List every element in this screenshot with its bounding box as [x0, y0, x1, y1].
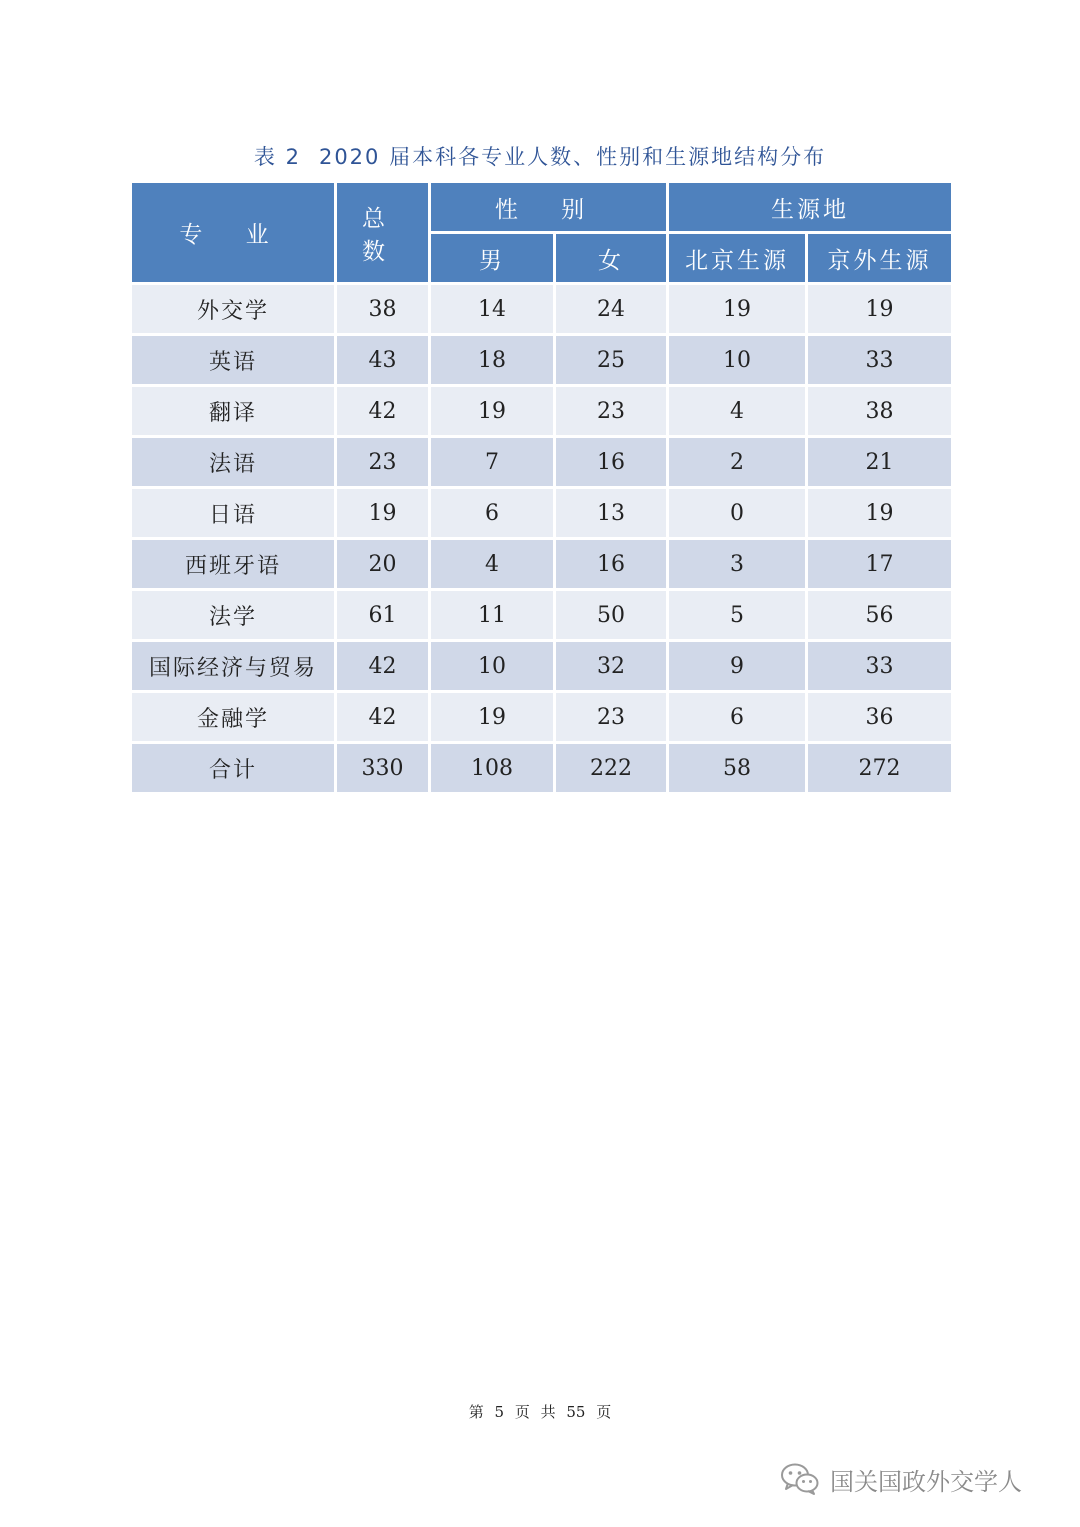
- cell-beijing: 10: [668, 335, 807, 386]
- cell-outside: 21: [807, 437, 953, 488]
- cell-total: 42: [336, 692, 430, 743]
- cell-major: 国际经济与贸易: [131, 641, 336, 692]
- cell-total: 38: [336, 284, 430, 335]
- cell-outside: 33: [807, 641, 953, 692]
- cell-major: 翻译: [131, 386, 336, 437]
- cell-male: 6: [430, 488, 555, 539]
- table-row: [131, 590, 953, 641]
- cell-major: 英语: [131, 335, 336, 386]
- cell-outside: 33: [807, 335, 953, 386]
- table-row-total: [131, 743, 953, 794]
- cell-outside: 56: [807, 590, 953, 641]
- header-gender: 性 别: [430, 182, 668, 233]
- table-number: 表 2: [253, 145, 301, 169]
- cell-major: 日语: [131, 488, 336, 539]
- cell-major: 金融学: [131, 692, 336, 743]
- cell-major: 法学: [131, 590, 336, 641]
- table-row: [131, 386, 953, 437]
- cell-beijing: 5: [668, 590, 807, 641]
- cell-major: 西班牙语: [131, 539, 336, 590]
- cell-male: 7: [430, 437, 555, 488]
- cell-total: 43: [336, 335, 430, 386]
- cell-female: 16: [555, 437, 668, 488]
- cell-beijing: 2: [668, 437, 807, 488]
- cell-beijing: 6: [668, 692, 807, 743]
- cell-outside: 17: [807, 539, 953, 590]
- header-female: 女: [555, 233, 668, 284]
- table-row: [131, 437, 953, 488]
- cell-major: 法语: [131, 437, 336, 488]
- cell-male: 11: [430, 590, 555, 641]
- cell-total: 42: [336, 386, 430, 437]
- cell-total: 20: [336, 539, 430, 590]
- cell-outside: 19: [807, 488, 953, 539]
- cell-female: 50: [555, 590, 668, 641]
- cell-total: 19: [336, 488, 430, 539]
- cell-outside: 38: [807, 386, 953, 437]
- cell-male: 19: [430, 692, 555, 743]
- cell-total: 23: [336, 437, 430, 488]
- cell-female: 23: [555, 692, 668, 743]
- header-origin: 生源地: [668, 182, 953, 233]
- cell-male: 14: [430, 284, 555, 335]
- cell-female: 13: [555, 488, 668, 539]
- cell-male: 19: [430, 386, 555, 437]
- wechat-icon: [780, 1462, 820, 1496]
- header-male: 男: [430, 233, 555, 284]
- cell-total: 330: [336, 743, 430, 794]
- watermark: [780, 1461, 1060, 1497]
- cell-female: 24: [555, 284, 668, 335]
- cell-male: 108: [430, 743, 555, 794]
- cell-female: 23: [555, 386, 668, 437]
- cell-male: 4: [430, 539, 555, 590]
- cell-beijing: 9: [668, 641, 807, 692]
- page-number: 第 5 页 共 55 页: [468, 1403, 612, 1421]
- cell-outside: 272: [807, 743, 953, 794]
- cell-total: 42: [336, 641, 430, 692]
- table-row: [131, 692, 953, 743]
- cell-female: 222: [555, 743, 668, 794]
- header-beijing: 北京生源: [668, 233, 807, 284]
- cell-beijing: 58: [668, 743, 807, 794]
- cell-female: 16: [555, 539, 668, 590]
- header-major: 专 业: [131, 182, 336, 284]
- cell-beijing: 0: [668, 488, 807, 539]
- table-row: [131, 539, 953, 590]
- table-row: [131, 335, 953, 386]
- cell-female: 32: [555, 641, 668, 692]
- table-row: [131, 641, 953, 692]
- table-row: [131, 284, 953, 335]
- table-title: 2020 届本科各专业人数、性别和生源地结构分布: [318, 145, 827, 169]
- distribution-table: [129, 180, 954, 795]
- table-row: [131, 488, 953, 539]
- cell-total: 61: [336, 590, 430, 641]
- cell-major: 外交学: [131, 284, 336, 335]
- cell-major: 合计: [131, 743, 336, 794]
- cell-female: 25: [555, 335, 668, 386]
- cell-outside: 19: [807, 284, 953, 335]
- header-outside: 京外生源: [807, 233, 953, 284]
- cell-male: 10: [430, 641, 555, 692]
- cell-outside: 36: [807, 692, 953, 743]
- table-caption: [0, 141, 1080, 171]
- cell-beijing: 19: [668, 284, 807, 335]
- header-total: 总 数: [336, 182, 430, 284]
- cell-beijing: 3: [668, 539, 807, 590]
- watermark-text: 国关国政外交学人: [830, 1467, 1022, 1496]
- cell-beijing: 4: [668, 386, 807, 437]
- cell-male: 18: [430, 335, 555, 386]
